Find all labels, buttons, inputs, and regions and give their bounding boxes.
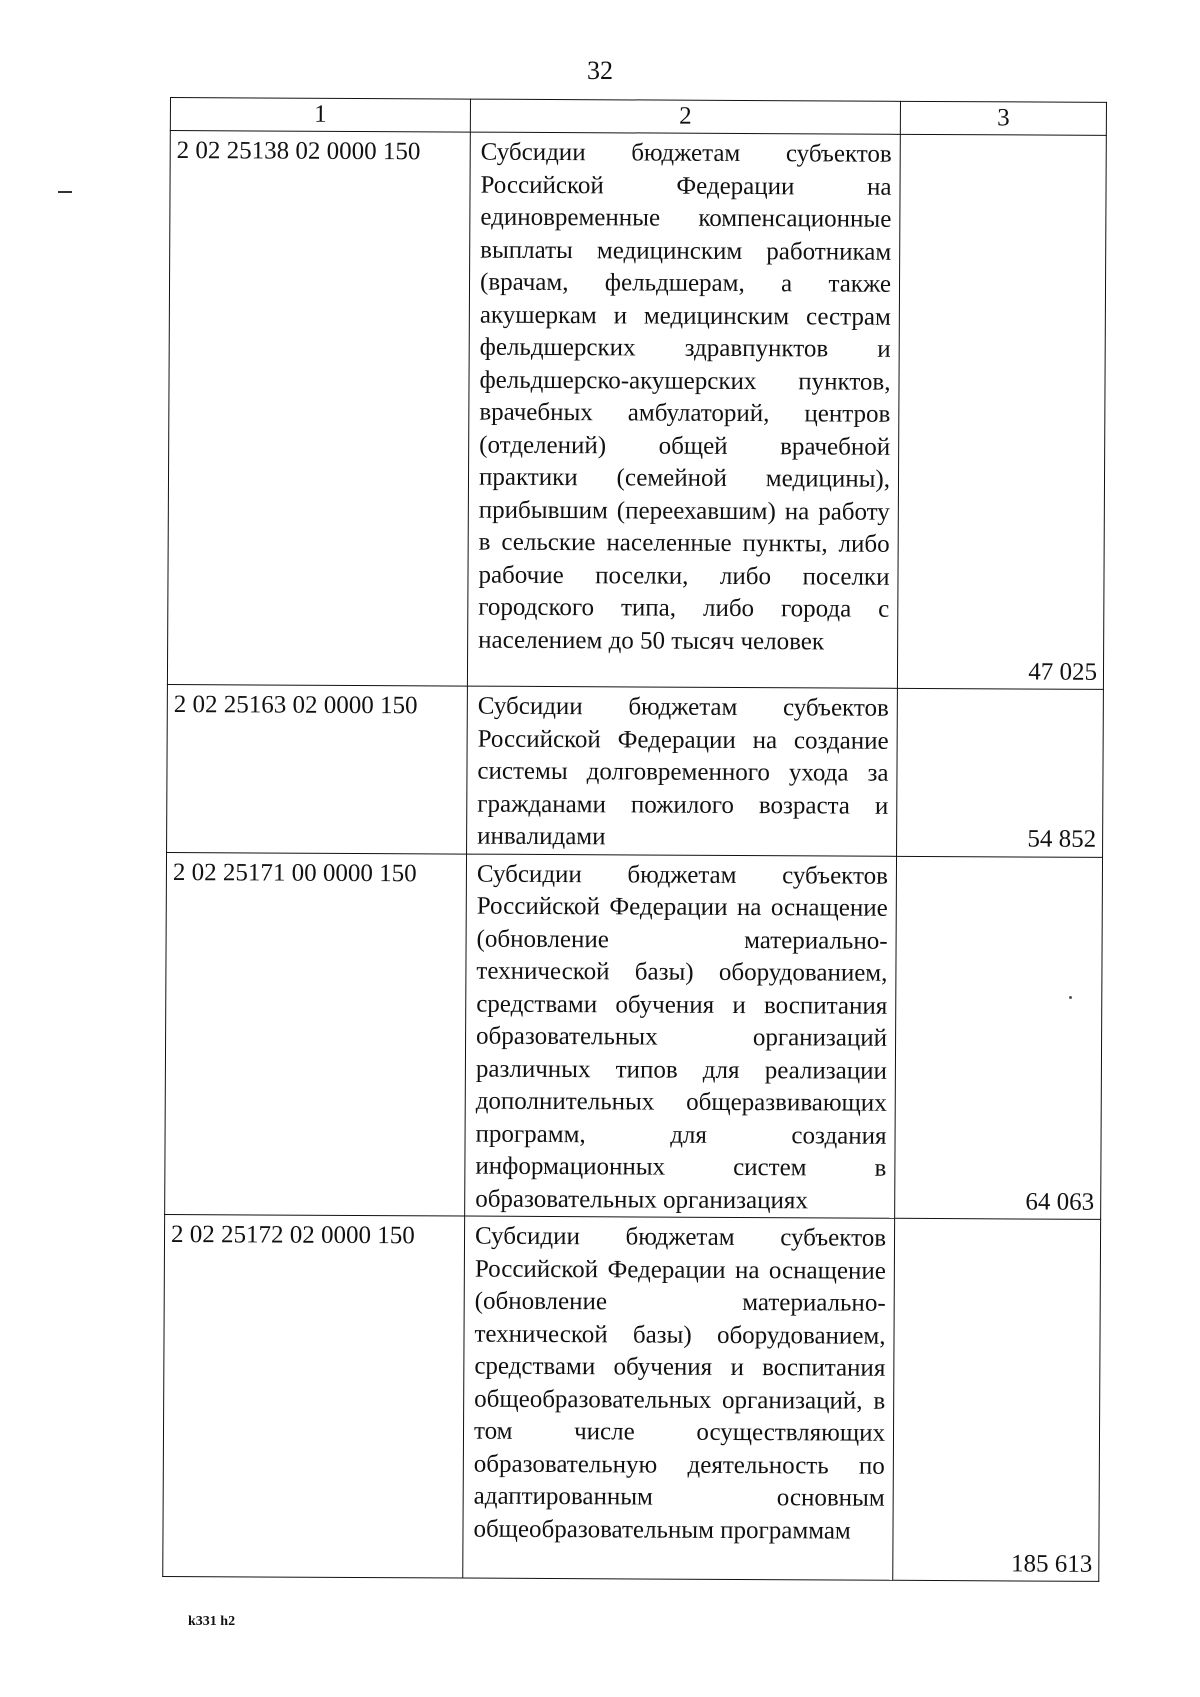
description-cell: Субсидии бюджетам субъектов Российской Федерации на оснащение (обновление материально-технической базы) оборудованием, средствами обучения и воспитания общеобразовательных организаций, в том числе осуществляющих образовательную деятельность по адаптированным основным общеобразовательным программам <box>463 1216 895 1580</box>
column-header-amount: 3 <box>900 101 1106 135</box>
page-number: 32 <box>587 56 613 85</box>
budget-code-cell: 2 02 25163 02 0000 150 <box>167 684 468 853</box>
table-row <box>163 1214 1101 1581</box>
description-cell: Субсидии бюджетам субъектов Российской Федерации на создание системы долговременного ухода за гражданами пожилого возраста и инвалидами <box>467 686 898 856</box>
column-header-description: 2 <box>470 99 900 134</box>
amount-cell: 54 852 <box>897 688 1104 857</box>
budget-code-cell: 2 02 25138 02 0000 150 <box>167 131 470 687</box>
description-cell: Субсидии бюджетам субъектов Российской Федерации на единовременные компенсационные выплаты медицинским работникам (врачам, фельдшерам, а также акушеркам и медицинским сестрам фельдшерских здравпунктов и фельдшерско-акушерских пунктов, врачебных амбулаторий, центров (отделений) общей врачебной практики (семейной медицины), прибывшим (переехавшим) на работу в сельские населенные пункты, либо рабочие поселки, либо поселки городского типа, либо города с населением до 50 тысяч человек <box>467 132 900 688</box>
amount-cell: 64 063 <box>895 856 1103 1220</box>
budget-code-cell: 2 02 25172 02 0000 150 <box>163 1214 465 1578</box>
budget-revenue-table <box>162 97 1107 1582</box>
document-footer-code: k331 h2 <box>188 1614 236 1629</box>
column-header-code: 1 <box>170 98 470 133</box>
scan-margin-mark <box>58 191 72 193</box>
table-header-row <box>170 98 1106 136</box>
budget-code-cell: 2 02 25171 00 0000 150 <box>165 852 467 1216</box>
description-cell: Субсидии бюджетам субъектов Российской Федерации на оснащение (обновление материально-технической базы) оборудованием, средствами обучения и воспитания образовательных организаций различных типов для реализации дополнительных общеразвивающих программ, для создания информационных систем в образовательных организациях <box>465 854 897 1219</box>
table-row <box>167 131 1106 690</box>
amount-cell: 47 025 <box>897 134 1106 689</box>
amount-cell: 185 613 <box>893 1218 1101 1581</box>
table-row <box>165 852 1103 1219</box>
table-row <box>167 684 1104 856</box>
